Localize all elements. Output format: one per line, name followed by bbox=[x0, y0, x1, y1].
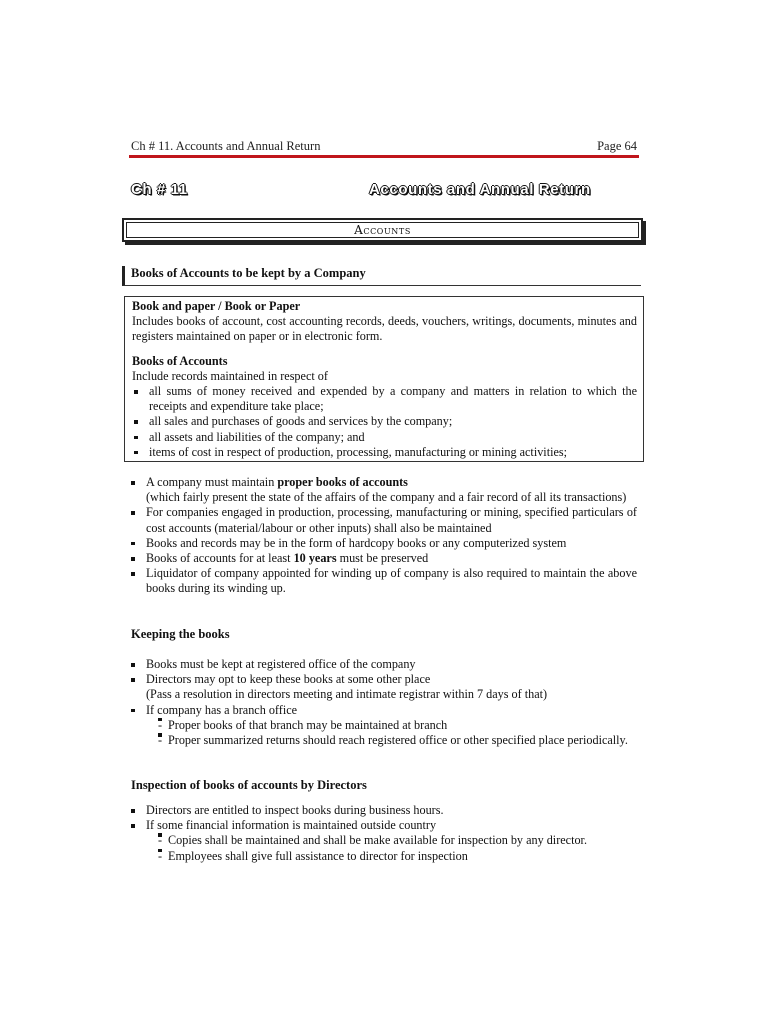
list-item: all sales and purchases of goods and services by the company; bbox=[132, 414, 637, 429]
list-item bbox=[129, 551, 637, 566]
sub-list bbox=[146, 718, 637, 748]
list-item: all sums of money received and expended by a company and matters in relation to which the receipts and expenditure take place; bbox=[132, 384, 637, 414]
definition-list bbox=[132, 384, 637, 460]
definitions-box bbox=[124, 296, 644, 462]
definition-text-book: Includes books of account, cost accounting records, deeds, vouchers, writings, documents, minutes and registers maintained on paper or in electronic form. bbox=[132, 314, 637, 344]
header-rule bbox=[129, 155, 639, 158]
list-item bbox=[129, 818, 637, 864]
subheading-bar bbox=[122, 266, 641, 286]
subheading: Books of Accounts to be kept by a Company bbox=[131, 266, 366, 280]
list-item: Directors are entitled to inspect books during business hours. bbox=[129, 803, 637, 818]
list-item bbox=[129, 672, 637, 702]
list-item bbox=[129, 703, 637, 749]
list-item: Liquidator of company appointed for winding up of company is also required to maintain the above books during its winding up. bbox=[129, 566, 637, 596]
sub-list-item: - Proper books of that branch may be maintained at branch bbox=[158, 718, 637, 733]
list-item: items of cost in respect of production, processing, manufacturing or mining activities; bbox=[132, 445, 637, 460]
text-fragment: Directors may opt to keep these books at some other place bbox=[146, 672, 431, 687]
text-fragment: Books of accounts for at least bbox=[146, 551, 294, 566]
keeping-list bbox=[129, 657, 637, 748]
running-header-title: Ch # 11. Accounts and Annual Return bbox=[131, 139, 321, 153]
keeping-section bbox=[129, 657, 637, 748]
text-fragment: If company has a branch office bbox=[146, 702, 298, 717]
list-item-continuation: (Pass a resolution in directors meeting and intimate registrar within 7 days of that) bbox=[146, 687, 548, 702]
sub-list-item: - Proper summarized returns should reach registered office or other specified place periodically. bbox=[158, 733, 637, 748]
list-item-continuation: (which fairly present the state of the affairs of the company and a fair record of all its transactions) bbox=[146, 490, 627, 505]
list-item: Books must be kept at registered office of the company bbox=[129, 657, 637, 672]
chapter-number: Ch # 11 bbox=[131, 181, 188, 198]
page-number: Page 64 bbox=[597, 139, 637, 153]
list-item: all assets and liabilities of the company; and bbox=[132, 430, 637, 445]
text-fragment: If some financial information is maintained outside country bbox=[146, 818, 437, 833]
sub-list bbox=[146, 833, 637, 863]
inspection-section bbox=[129, 803, 637, 864]
emphasis: proper books of accounts bbox=[277, 475, 408, 489]
keeping-heading: Keeping the books bbox=[131, 627, 230, 641]
list-item bbox=[129, 475, 637, 505]
emphasis: 10 years bbox=[293, 551, 337, 566]
list-item: For companies engaged in production, processing, manufacturing or mining, specified particulars of cost accounts (material/labour or other inputs) shall also be maintained bbox=[129, 505, 637, 535]
maintain-list bbox=[129, 475, 637, 597]
list-item: Books and records may be in the form of hardcopy books or any computerized system bbox=[129, 536, 637, 551]
sub-list-item: - Copies shall be maintained and shall be make available for inspection by any director. bbox=[158, 833, 637, 848]
definition-term-accounts: Books of Accounts bbox=[132, 353, 228, 368]
maintain-books-section bbox=[129, 475, 637, 597]
inspection-list bbox=[129, 803, 637, 864]
running-header bbox=[131, 139, 637, 154]
definition-intro-accounts: Include records maintained in respect of bbox=[132, 368, 328, 383]
sub-list-item: - Employees shall give full assistance to director for inspection bbox=[158, 849, 637, 864]
text-fragment: must be preserved bbox=[336, 551, 429, 566]
section-title: Accounts bbox=[126, 222, 639, 238]
text-fragment: A company must maintain bbox=[146, 475, 278, 489]
definition-term-book: Book and paper / Book or Paper bbox=[132, 299, 301, 313]
chapter-title: Accounts and Annual Return bbox=[369, 181, 591, 198]
inspection-heading: Inspection of books of accounts by Directors bbox=[131, 778, 367, 792]
section-title-box bbox=[122, 218, 643, 242]
